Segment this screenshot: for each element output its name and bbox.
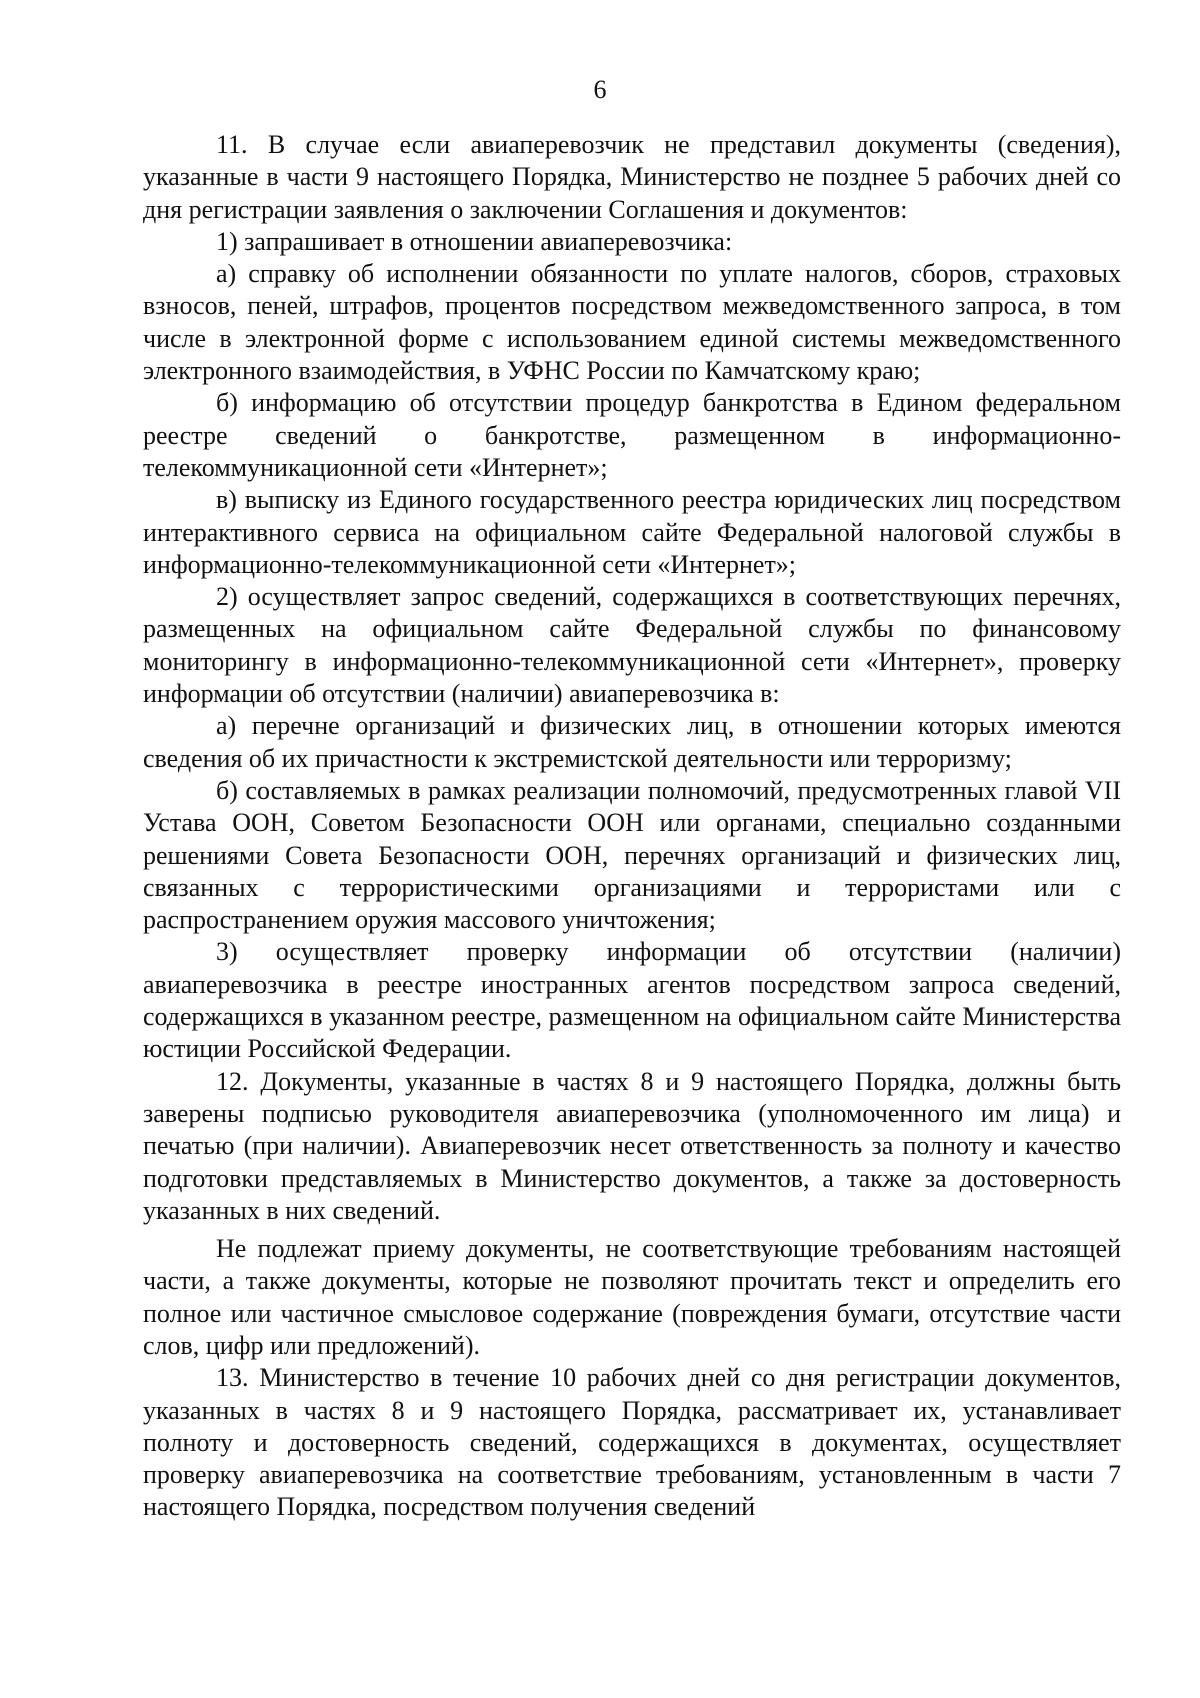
paragraph-11-item-1a: а) справку об исполнении обязанности по уплате налогов, сборов, страховых взносов, пеней, штрафов, процентов посредством межведомственного запроса, в том числе в электронной форме с использованием единой системы межведомственного электронного взаимодействия, в УФНС России по Камчатскому краю; xyxy=(143,259,1121,386)
document-body xyxy=(143,129,1121,1524)
paragraph-12-continuation: Не подлежат приему документы, не соответствующие требованиям настоящей части, а также документы, которые не позволяют прочитать текст и определить его полное или частичное смысловое содержание (повреждения бумаги, отсутствие части слов, цифр или предложений). xyxy=(143,1234,1121,1360)
paragraph-11-item-1b: б) информацию об отсутствии процедур банкротства в Едином федеральном реестре сведений о банкротстве, размещенном в информационно-телекоммуникационной сети «Интернет»; xyxy=(143,388,1121,482)
page-number: 6 xyxy=(593,75,607,104)
paragraph-13: 13. Министерство в течение 10 рабочих дней со дня регистрации документов, указанных в частях 8 и 9 настоящего Порядка, рассматривает их, устанавливает полноту и достоверность сведений, содержащихся в документах, осуществляет проверку авиаперевозчика на соответствие требованиям, установленным в части 7 настоящего Порядка, посредством получения сведений xyxy=(143,1363,1121,1522)
paragraph-11: 11. В случае если авиаперевозчик не представил документы (сведения), указанные в части 9 настоящего Порядка, Министерство не позднее 5 рабочих дней со дня регистрации заявления о заключении Соглашения и документов: xyxy=(143,130,1121,224)
paragraph-12: 12. Документы, указанные в частях 8 и 9 настоящего Порядка, должны быть заверены подписью руководителя авиаперевозчика (уполномоченного им лица) и печатью (при наличии). Авиаперевозчик несет ответственность за полноту и качество подготовки представляемых в Министерство документов, а также за достоверность указанных в них сведений. xyxy=(143,1066,1121,1225)
paragraph-11-item-2a: а) перечне организаций и физических лиц, в отношении которых имеются сведения об их причастности к экстремистской деятельности или терроризму; xyxy=(143,711,1121,773)
paragraph-11-item-1: 1) запрашивает в отношении авиаперевозчика: xyxy=(216,226,733,256)
paragraph-11-item-2b: б) составляемых в рамках реализации полномочий, предусмотренных главой VII Устава ООН, Советом Безопасности ООН или органами, специально созданными решениями Совета Безопасности ООН, перечнях организаций и физических лиц, связанных с террористическими организациями и террористами или с распространением оружия массового уничтожения; xyxy=(143,775,1121,935)
paragraph-11-item-1v: в) выписку из Единого государственного реестра юридических лиц посредством интерактивного сервиса на официальном сайте Федеральной налоговой службы в информационно-телекоммуникационной сети «Интернет»; xyxy=(143,485,1121,579)
paragraph-11-item-3: 3) осуществляет проверку информации об отсутствии (наличии) авиаперевозчика в реестре иностранных агентов посредством запроса сведений, содержащихся в указанном реестре, размещенном на официальном сайте Министерства юстиции Российской Федерации. xyxy=(143,937,1121,1064)
paragraph-11-item-2: 2) осуществляет запрос сведений, содержащихся в соответствующих перечнях, размещенных на официальном сайте Федеральной службы по финансовому мониторингу в информационно-телекоммуникационной сети «Интернет», проверку информации об отсутствии (наличии) авиаперевозчика в: xyxy=(143,582,1121,709)
